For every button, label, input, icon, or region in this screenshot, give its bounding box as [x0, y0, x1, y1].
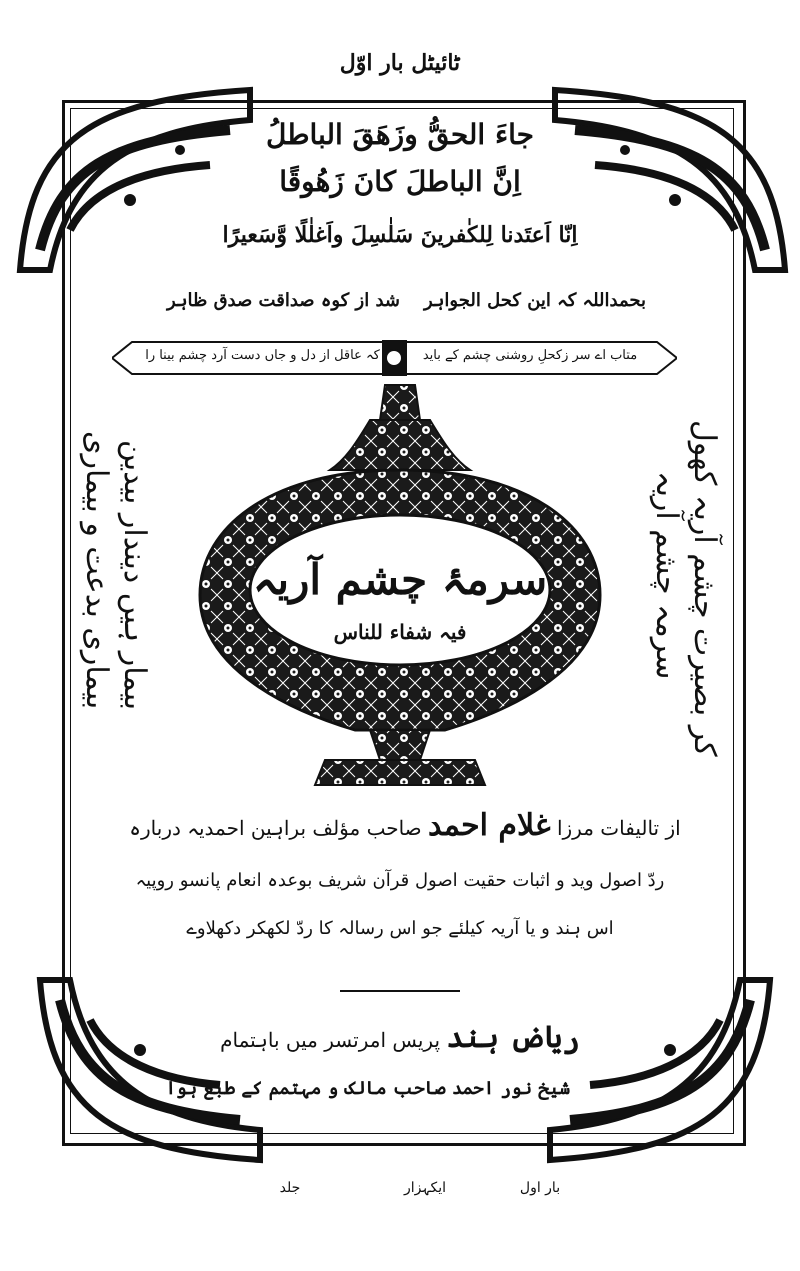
footer-edition: بار اول — [519, 1180, 561, 1196]
banner-text-left: کہ عاقل از دل و جاں دست آرد چشم بینا را — [145, 348, 380, 363]
authorship-line-1 — [110, 808, 700, 843]
press-name: ریاض ہند — [446, 1020, 580, 1055]
authorship-line-3: اس ہند و یا آریہ کیلئے جو اس رسالہ کا ردّ لکھکر دکھلاوے — [186, 918, 614, 939]
page-header-title: ٹائیٹل بار اوّل — [339, 50, 461, 76]
press-line-2: شیخ نور احمد صاحب مالک و مہتمم کے طبع ہوا — [165, 1078, 570, 1099]
vase-title: سرمۂ چشم آریہ — [252, 555, 548, 604]
side-right-column-1: سرمہ چشم آریہ — [649, 470, 684, 680]
footer-binding: جلد — [279, 1180, 301, 1196]
author-name: غلام احمد — [428, 808, 551, 843]
verse-line-3: اِنّا اَعتَدنا لِلکٰفرینَ سَلٰسِلَ واَغلٰلًا وَّسَعیرًا — [222, 222, 578, 248]
authorship-suffix: صاحب مؤلف براہین احمدیہ دربارہ — [129, 816, 422, 840]
verse-line-4-left: شد از کوہ صداقت صدق ظاہر — [167, 290, 400, 311]
corner-ornament-bottom-right — [530, 970, 780, 1170]
side-left-column-1: بیماری بدعت و بیماری — [79, 430, 114, 710]
press-line-1-rest: پریس امرتسر میں باہتمام — [220, 1028, 441, 1052]
authorship-line-2: ردّ اصول وید و اثبات حقیت اصول قرآن شریف بوعدہ انعام پانسو روپیہ — [135, 870, 665, 891]
press-line-1 — [220, 1020, 580, 1055]
side-left-column-2: بیمار ہیں دیندار بیدین — [117, 439, 152, 711]
authorship-prefix: از تالیفات مرزا — [556, 816, 681, 840]
side-right-column-2: کر بصیرت چشم آریہ کھول — [687, 420, 722, 757]
section-divider — [340, 990, 460, 992]
vase-subtitle: فیہ شفاء للناس — [333, 620, 467, 644]
corner-ornament-bottom-left — [30, 970, 270, 1170]
verse-line-4-right: بحمداللہ کہ این کحل الجواہر — [423, 290, 647, 311]
footer-count: ایکہزار — [403, 1180, 447, 1196]
verse-line-2: اِنَّ الباطلَ کانَ زَهُوقًا — [279, 165, 521, 198]
verse-line-1: جاءَ الحقُّ وزَهَقَ الباطلُ — [266, 118, 534, 151]
banner-text-right: متاب اے سر زکحلِ روشنی چشم کے باید — [422, 348, 638, 363]
